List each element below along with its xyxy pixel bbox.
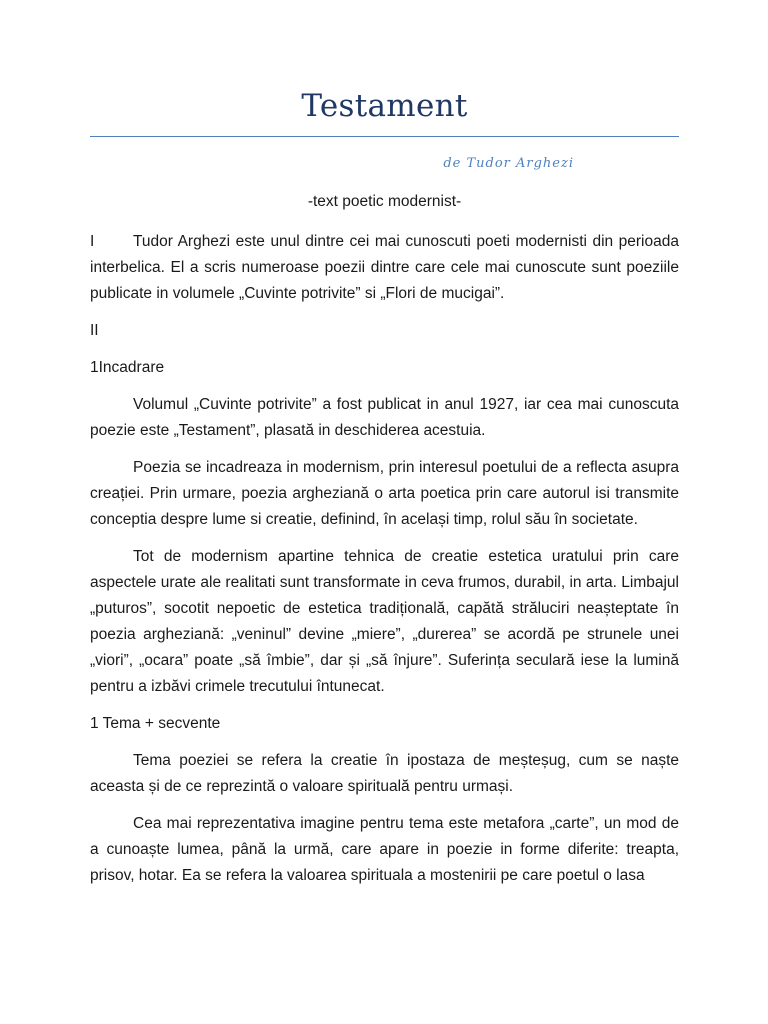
heading-tema: 1 Tema + secvente	[90, 715, 221, 732]
document-title: Testament	[301, 88, 468, 124]
section-1-text: Tudor Arghezi este unul dintre cei mai cunoscuti poeti modernisti din perioada interbelica. El a scris numeroase poezii dintre care cele mai cunoscute sunt poeziile publicate in volumele „Cuvinte potrivite” si „Flori de mucigai”.	[90, 233, 679, 302]
heading-incadrare: 1Incadrare	[90, 359, 165, 376]
title-underline	[90, 136, 679, 137]
paragraph-modernism: Poezia se incadreaza in modernism, prin interesul poetului de a reflecta asupra creației. Prin urmare, poezia argheziană o arta poetica prin care autorul isi transmite conceptia despre lume si creatie, definind, în același timp, rolul său în societate.	[90, 459, 679, 528]
section-1-paragraph	[90, 229, 679, 307]
document-subtitle: -text poetic modernist-	[307, 193, 462, 210]
paragraph-volum: Volumul „Cuvinte potrivite” a fost publicat in anul 1927, iar cea mai cunoscuta poezie este „Testament”, plasată in deschiderea acestuia.	[90, 396, 679, 439]
paragraph-estetica: Tot de modernism apartine tehnica de creatie estetica uratului prin care aspectele urate ale realitati sunt transformate in ceva frumos, durabil, in arta. Limbajul „puturos”, socotit nepoetic de estetica tradițională, capătă străluciri neașteptate în poezia argheziană: „veninul” devine „miere”, „durerea” se acordă pe strunele unei „viori”, „ocara” poate „să îmbie”, dar și „să înjure”. Suferința seculară iese la lumină pentru a izbăvi crimele trecutului întunecat.	[90, 548, 679, 695]
document-author: de Tudor Arghezi	[443, 156, 574, 171]
paragraph-tema: Tema poeziei se refera la creatie în ipostaza de meșteșug, cum se naște aceasta și de ce reprezintă o valoare spirituală pentru urmași.	[90, 752, 679, 795]
section-1-numeral: I	[90, 233, 95, 250]
section-2-numeral: II	[90, 322, 99, 339]
document-body	[90, 229, 679, 900]
paragraph-carte: Cea mai reprezentativa imagine pentru tema este metafora „carte”, un mod de a cunoaște lumea, până la urmă, care apare in poezie in forme diferite: treapta, prisov, hotar. Ea se refera la valoarea spirituala a mostenirii pe care poetul o lasa	[90, 815, 679, 884]
